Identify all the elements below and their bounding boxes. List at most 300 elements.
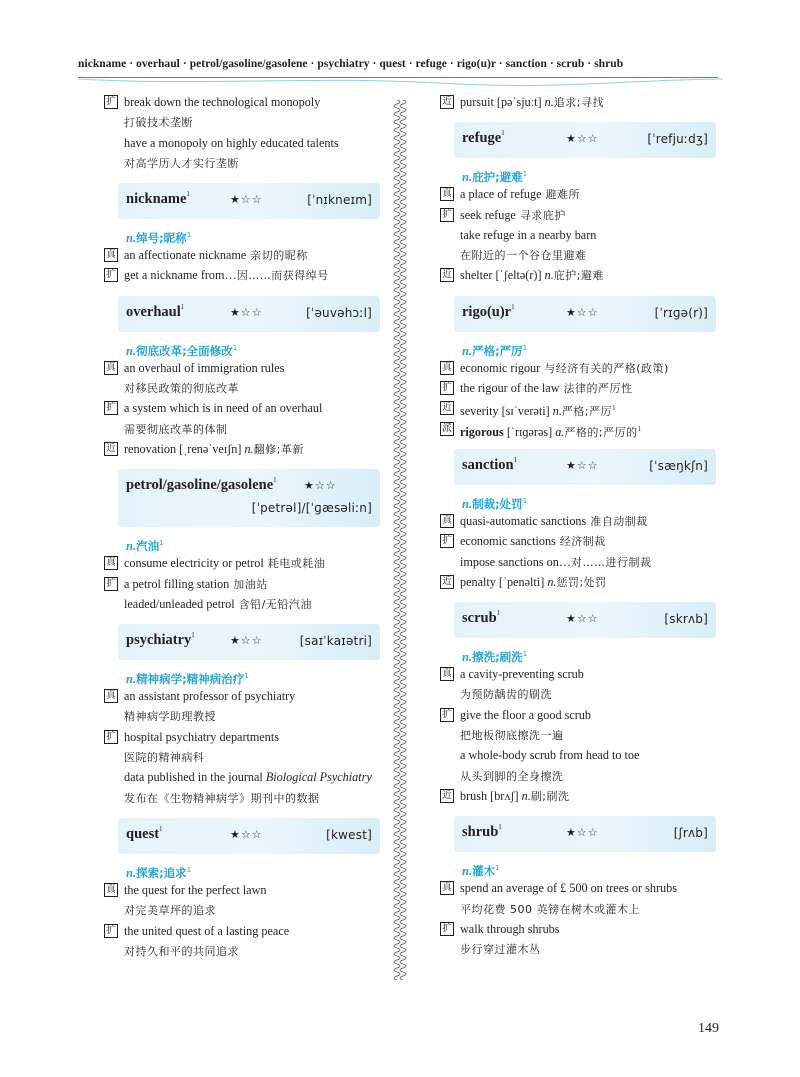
derived-word: rigorous: [460, 424, 504, 439]
chinese-text: 步行穿过灌木丛: [460, 943, 541, 957]
part-of-speech: n.: [126, 343, 137, 358]
italic-text: n.: [547, 574, 557, 589]
english-text: an affectionate nickname: [124, 248, 247, 263]
chinese-text: 准自动制裁: [586, 514, 648, 528]
phonetic: [ˈsæŋkʃn]: [649, 458, 708, 473]
phonetic: [ˈrɪɡə(r)]: [654, 305, 708, 320]
header-word: nickname: [78, 58, 127, 70]
entry-line: [440, 745, 730, 765]
line-tag-icon: 真: [104, 248, 118, 262]
chinese-text: 发布在《生物精神病学》期刊中的数据: [124, 791, 320, 805]
part-of-speech-meaning: [462, 644, 730, 664]
entry-line: [440, 531, 730, 551]
line-text: [460, 899, 640, 920]
line-text: [460, 725, 564, 746]
line-tag-icon: 真: [104, 689, 118, 703]
entry-line: [104, 574, 394, 594]
line-tag-icon: 近: [440, 401, 454, 415]
chinese-text: 需要彻底改革的体制: [124, 422, 228, 436]
part-of-speech: n.: [126, 231, 137, 246]
superscript: 1: [612, 404, 616, 413]
running-header: [78, 58, 738, 70]
headword-sup: 1: [496, 609, 501, 618]
entry-line: [104, 727, 394, 747]
part-of-speech-meaning: [126, 860, 394, 880]
part-of-speech-meaning: [462, 164, 730, 184]
entry-line: [104, 133, 394, 153]
line-text: [124, 921, 289, 941]
chinese-text: 对……进行制裁: [571, 555, 652, 569]
line-text: [460, 265, 604, 286]
chinese-text: 庇护;避难: [553, 269, 604, 283]
header-word: sanction: [505, 58, 547, 70]
entry-line: [440, 878, 730, 898]
chinese-text: 亲切的昵称: [246, 249, 308, 263]
english-text: consume electricity or petrol: [124, 556, 264, 571]
line-text: [460, 358, 669, 379]
headword: [462, 824, 502, 841]
frequency-stars: ★☆☆: [230, 634, 263, 648]
frequency-stars: ★☆☆: [230, 827, 263, 841]
headword: [462, 457, 517, 474]
frequency-stars: ★☆☆: [304, 479, 337, 493]
italic-text: n.: [552, 404, 562, 419]
italic-text: n.: [544, 268, 554, 283]
line-text: [124, 358, 284, 378]
meaning-sup: 1: [522, 496, 528, 505]
line-text: [460, 684, 552, 705]
line-tag-icon: 真: [104, 883, 118, 897]
meaning: 汽油: [136, 539, 160, 554]
english-text: break down the technological monopoly: [124, 95, 321, 109]
entry-line: [440, 939, 730, 959]
chinese-text: 与经济有关的严格(政策): [540, 361, 669, 375]
chinese-text: 对高学历人才实行垄断: [124, 156, 239, 170]
english-text: brush [brʌʃ]: [460, 788, 522, 803]
english-text: an overhaul of immigration rules: [124, 360, 285, 375]
line-text: [124, 727, 279, 747]
part-of-speech-meaning: [462, 338, 730, 358]
headword: [126, 477, 277, 494]
page-number: 149: [698, 1021, 719, 1036]
chinese-text: 精神病学助理教授: [124, 710, 216, 724]
headword-sup: 1: [273, 476, 277, 485]
entry-line: [104, 747, 394, 767]
headword: [126, 304, 184, 321]
meaning: 彻底改革;全面修改: [136, 343, 233, 358]
meaning: 灌木: [472, 864, 496, 879]
english-text: pursuit [pəˈsjuːt]: [460, 95, 545, 109]
chinese-text: 寻求庇护: [515, 208, 566, 222]
phonetic: [kwest]: [326, 827, 372, 842]
headword-sup: 1: [159, 824, 163, 833]
english-text: a whole-body scrub from head to toe: [460, 748, 640, 763]
headword-box: [118, 296, 380, 332]
english-text: economic sanctions: [460, 534, 556, 549]
line-text: [124, 574, 268, 595]
english-text: severity [sɪˈverəti]: [460, 404, 553, 419]
entry-line: [104, 398, 394, 418]
entry-line: [440, 225, 730, 245]
part-of-speech: n.: [126, 539, 137, 554]
english-text: a petrol filling station: [124, 576, 230, 591]
line-text: [460, 184, 580, 205]
header-word: overhaul: [136, 58, 180, 70]
headword-text: shrub: [462, 824, 499, 841]
meaning-sup: 1: [244, 672, 249, 681]
line-tag-icon: 真: [440, 187, 454, 201]
entry-line: [440, 725, 730, 745]
chinese-text: 从头到脚的全身擦洗: [460, 769, 564, 783]
italic-text: a.: [555, 424, 565, 439]
entry-line: [440, 705, 730, 725]
entry-line: [440, 511, 730, 531]
meaning: 庇护;避难: [472, 170, 523, 185]
header-wave-ornament: [78, 78, 723, 86]
headword-text: rigo(u)r: [462, 303, 512, 320]
chinese-text: 平均花费 500 英镑在树木或灌木上: [460, 902, 640, 916]
headword-text: nickname: [126, 191, 187, 208]
entry-line: [440, 358, 730, 378]
phonetic: [ˈrefjuːdʒ]: [647, 132, 708, 147]
headword-sup: 1: [191, 631, 195, 640]
line-tag-icon: 近: [440, 95, 454, 109]
header-separator: ·: [584, 58, 595, 70]
meaning-sup: 1: [495, 864, 500, 873]
entry-line: [104, 153, 394, 173]
line-tag-icon: 扩: [440, 381, 454, 395]
line-text: [124, 378, 239, 399]
english-text: renovation [ˌrenəˈveɪʃn]: [124, 441, 245, 456]
headword-sup: 1: [498, 823, 502, 832]
headword-box: [454, 296, 716, 332]
phonetic: [ˈpetrəl]/[ˈɡæsəliːn]: [251, 501, 372, 516]
headword-sup: 1: [513, 455, 518, 464]
line-text: [124, 553, 325, 574]
phonetic: [ˈnɪkneɪm]: [307, 193, 372, 208]
italic-text: n.: [544, 95, 554, 109]
line-tag-icon: 扩: [104, 730, 118, 744]
entry-line: [440, 398, 730, 418]
line-tag-icon: 扩: [104, 95, 118, 109]
headword: [126, 191, 190, 208]
english-text: economic rigour: [460, 360, 541, 375]
frequency-stars: ★☆☆: [230, 305, 263, 319]
header-separator: ·: [179, 58, 190, 70]
line-text: [124, 900, 216, 921]
frequency-stars: ★☆☆: [566, 612, 599, 626]
line-text: [460, 919, 560, 939]
headword-text: refuge: [462, 130, 502, 147]
english-text: have a monopoly on highly educated talents: [124, 135, 339, 150]
entry-line: [104, 419, 394, 439]
headword: [126, 632, 195, 649]
line-tag-icon: 扩: [104, 401, 118, 415]
chinese-text: 医院的精神病科: [124, 751, 205, 765]
header-separator: ·: [495, 58, 506, 70]
line-text: [460, 419, 641, 443]
entry-line: [440, 265, 730, 285]
line-text: [460, 705, 591, 725]
part-of-speech-meaning: [462, 491, 730, 511]
meaning: 严格;严厉: [472, 343, 523, 358]
part-of-speech: n.: [462, 496, 473, 511]
frequency-stars: ★☆☆: [566, 458, 599, 472]
headword-box: [454, 816, 716, 852]
line-text: [124, 747, 205, 768]
line-text: [124, 245, 308, 266]
line-tag-icon: 扩: [440, 208, 454, 222]
headword-box: [454, 122, 716, 158]
entry-line: [104, 788, 394, 808]
headword-text: quest: [126, 825, 160, 842]
left-column: [104, 92, 394, 961]
english-text: get a nickname from…: [124, 268, 237, 283]
line-tag-icon: 近: [440, 789, 454, 803]
line-tag-icon: 派: [440, 422, 454, 436]
chinese-text: 法律的严厉性: [559, 382, 633, 396]
line-text: [460, 531, 606, 552]
line-text: [124, 941, 239, 962]
line-text: [124, 419, 228, 440]
line-text: [460, 92, 604, 113]
english-text: quasi-automatic sanctions: [460, 513, 587, 528]
english-text: a place of refuge: [460, 187, 542, 202]
chinese-text: 严格;严厉: [561, 405, 613, 419]
entry-line: [440, 205, 730, 225]
header-separator: ·: [405, 58, 416, 70]
entry-line: [104, 880, 394, 900]
line-text: [460, 572, 607, 593]
meaning-sup: 1: [186, 231, 192, 240]
header-word: psychiatry: [317, 58, 370, 70]
english-text: a cavity-preventing scrub: [460, 667, 584, 682]
headword-box: [454, 602, 716, 638]
meaning: 制裁;处罚: [472, 496, 523, 511]
entry-line: [104, 767, 394, 787]
part-of-speech-meaning: [126, 225, 394, 245]
entry-line: [104, 921, 394, 941]
meaning: 擦洗;刷洗: [472, 649, 523, 664]
italic-text: n.: [244, 441, 254, 456]
header-word: refuge: [415, 58, 447, 70]
right-column: [440, 92, 730, 959]
english-text: the quest for the perfect lawn: [124, 882, 267, 897]
line-text: [124, 398, 322, 418]
line-text: [460, 205, 566, 226]
meaning: 精神病学;精神病治疗: [136, 671, 245, 686]
meaning-sup: 1: [232, 343, 238, 352]
frequency-stars: ★☆☆: [566, 826, 599, 840]
line-text: [460, 766, 564, 787]
line-tag-icon: 扩: [104, 268, 118, 282]
entry-line: [104, 941, 394, 961]
meaning-sup: 1: [522, 343, 528, 352]
part-of-speech-meaning: [126, 533, 394, 553]
line-tag-icon: 扩: [440, 708, 454, 722]
chinese-text: 惩罚;处罚: [556, 575, 607, 589]
entry-line: [104, 553, 394, 573]
frequency-stars: ★☆☆: [566, 305, 599, 319]
part-of-speech-meaning: [126, 666, 394, 686]
frequency-stars: ★☆☆: [566, 132, 599, 146]
line-tag-icon: 扩: [104, 924, 118, 938]
chinese-text: 严格的;严厉的: [564, 425, 638, 439]
chinese-text: 含铅/无铅汽油: [234, 597, 312, 611]
line-tag-icon: 真: [104, 361, 118, 375]
english-text: shelter [ˈʃeltə(r)]: [460, 268, 545, 283]
english-text: penalty [ˈpenəlti]: [460, 574, 548, 589]
line-text: [460, 225, 596, 245]
headword-text: petrol/gasoline/gasolene: [126, 477, 274, 494]
line-text: [124, 706, 216, 727]
chinese-text: 翻修;革新: [253, 442, 304, 456]
line-text: [124, 686, 295, 706]
english-text: walk through shrubs: [460, 921, 560, 936]
chinese-text: 经济制裁: [555, 535, 606, 549]
header-word: shrub: [594, 58, 624, 70]
headword-text: sanction: [462, 456, 514, 473]
headword-sup: 1: [511, 302, 515, 311]
english-text: seek refuge: [460, 207, 516, 222]
english-text: a system which is in need of an overhaul: [124, 401, 323, 416]
meaning-sup: 1: [522, 650, 528, 659]
headword-sup: 1: [186, 190, 190, 199]
english-text: [ˈrɪɡərəs]: [503, 424, 556, 439]
english-text: impose sanctions on…: [460, 554, 572, 569]
meaning-sup: 1: [159, 539, 164, 548]
header-word: rigo(u)r: [456, 58, 496, 70]
line-text: [460, 245, 587, 266]
english-text: the rigour of the law: [460, 381, 560, 396]
entry-line: [440, 684, 730, 704]
headword-box: [118, 624, 380, 660]
line-text: [124, 133, 339, 153]
line-tag-icon: 真: [440, 361, 454, 375]
entry-line: [104, 706, 394, 726]
english-text: hospital psychiatry departments: [124, 729, 280, 744]
english-text: give the floor a good scrub: [460, 707, 591, 722]
entry-line: [440, 552, 730, 572]
entry-line: [440, 378, 730, 398]
entry-line: [104, 358, 394, 378]
header-word: quest: [379, 58, 406, 70]
line-text: [460, 745, 639, 765]
line-tag-icon: 扩: [104, 577, 118, 591]
entry-line: [104, 686, 394, 706]
line-text: [124, 880, 266, 900]
headword: [462, 130, 505, 147]
headword: [462, 610, 500, 627]
line-text: [460, 552, 652, 573]
entry-line: [440, 766, 730, 786]
part-of-speech: n.: [126, 671, 137, 686]
line-text: [124, 153, 239, 174]
part-of-speech-meaning: [126, 338, 394, 358]
entry-line: [104, 92, 394, 112]
entry-line: [440, 664, 730, 684]
english-text: spend an average of £ 500 on trees or shrubs: [460, 881, 677, 896]
english-text: the united quest of a lasting peace: [124, 923, 290, 938]
entry-line: [104, 265, 394, 285]
line-text: [460, 878, 677, 898]
entry-line: [104, 378, 394, 398]
chinese-text: 追求;寻找: [553, 96, 604, 109]
line-text: [124, 788, 320, 809]
chinese-text: 为预防龋齿的刷洗: [460, 688, 552, 702]
meaning-sup: 1: [186, 865, 192, 874]
phonetic: [skrʌb]: [664, 612, 708, 627]
headword-sup: 1: [501, 129, 505, 138]
entry-line: [440, 184, 730, 204]
meaning: 探索;追求: [136, 865, 187, 880]
line-tag-icon: 近: [440, 575, 454, 589]
chinese-text: 对持久和平的共同追求: [124, 944, 239, 958]
header-word: petrol/gasoline/gasolene: [189, 58, 308, 70]
header-separator: ·: [126, 58, 137, 70]
line-tag-icon: 扩: [440, 534, 454, 548]
line-tag-icon: 扩: [440, 922, 454, 936]
line-text: [460, 664, 584, 684]
header-word: scrub: [556, 58, 585, 70]
headword-box: [454, 449, 716, 485]
chinese-text: 打破技术垄断: [124, 116, 193, 130]
line-text: [124, 439, 304, 460]
chinese-text: 加油站: [229, 577, 268, 591]
headword-box: [118, 183, 380, 219]
part-of-speech: n.: [462, 343, 473, 358]
headword: [462, 304, 515, 321]
chinese-text: 在附近的一个谷仓里避难: [460, 249, 587, 263]
chinese-text: 耗电或耗油: [263, 557, 326, 571]
italic-text: Biological Psychiatry: [265, 770, 372, 785]
header-separator: ·: [369, 58, 380, 70]
entry-line: [440, 245, 730, 265]
entry-line: [440, 919, 730, 939]
line-text: [460, 378, 633, 399]
headword-sup: 1: [180, 302, 185, 311]
line-text: [460, 511, 648, 532]
entry-line: [440, 899, 730, 919]
part-of-speech: n.: [462, 649, 473, 664]
chinese-text: 因……而获得绰号: [236, 269, 329, 283]
english-text: an assistant professor of psychiatry: [124, 689, 296, 704]
line-tag-icon: 近: [104, 442, 118, 456]
entry-line: [440, 786, 730, 806]
line-text: [124, 265, 329, 286]
entry-line: [104, 900, 394, 920]
chinese-text: 把地板彻底擦洗一遍: [460, 729, 564, 743]
meaning-sup: 1: [522, 170, 528, 179]
part-of-speech: n.: [462, 170, 473, 185]
line-text: [124, 767, 372, 787]
chinese-text: 对移民政策的彻底改革: [124, 382, 239, 396]
english-text: take refuge in a nearby barn: [460, 227, 597, 242]
chinese-text: 刷;刷洗: [530, 789, 570, 803]
headword-text: psychiatry: [126, 632, 192, 649]
entry-line: [104, 594, 394, 614]
line-text: [124, 112, 193, 133]
entry-line: [104, 439, 394, 459]
line-text: [124, 92, 320, 112]
line-tag-icon: 真: [440, 881, 454, 895]
line-tag-icon: 近: [440, 268, 454, 282]
chinese-text: 避难所: [541, 188, 581, 202]
english-text: leaded/unleaded petrol: [124, 596, 235, 611]
phonetic: [ˈəuvəhɔːl]: [306, 305, 372, 320]
entry-line: [104, 245, 394, 265]
line-text: [124, 594, 312, 615]
